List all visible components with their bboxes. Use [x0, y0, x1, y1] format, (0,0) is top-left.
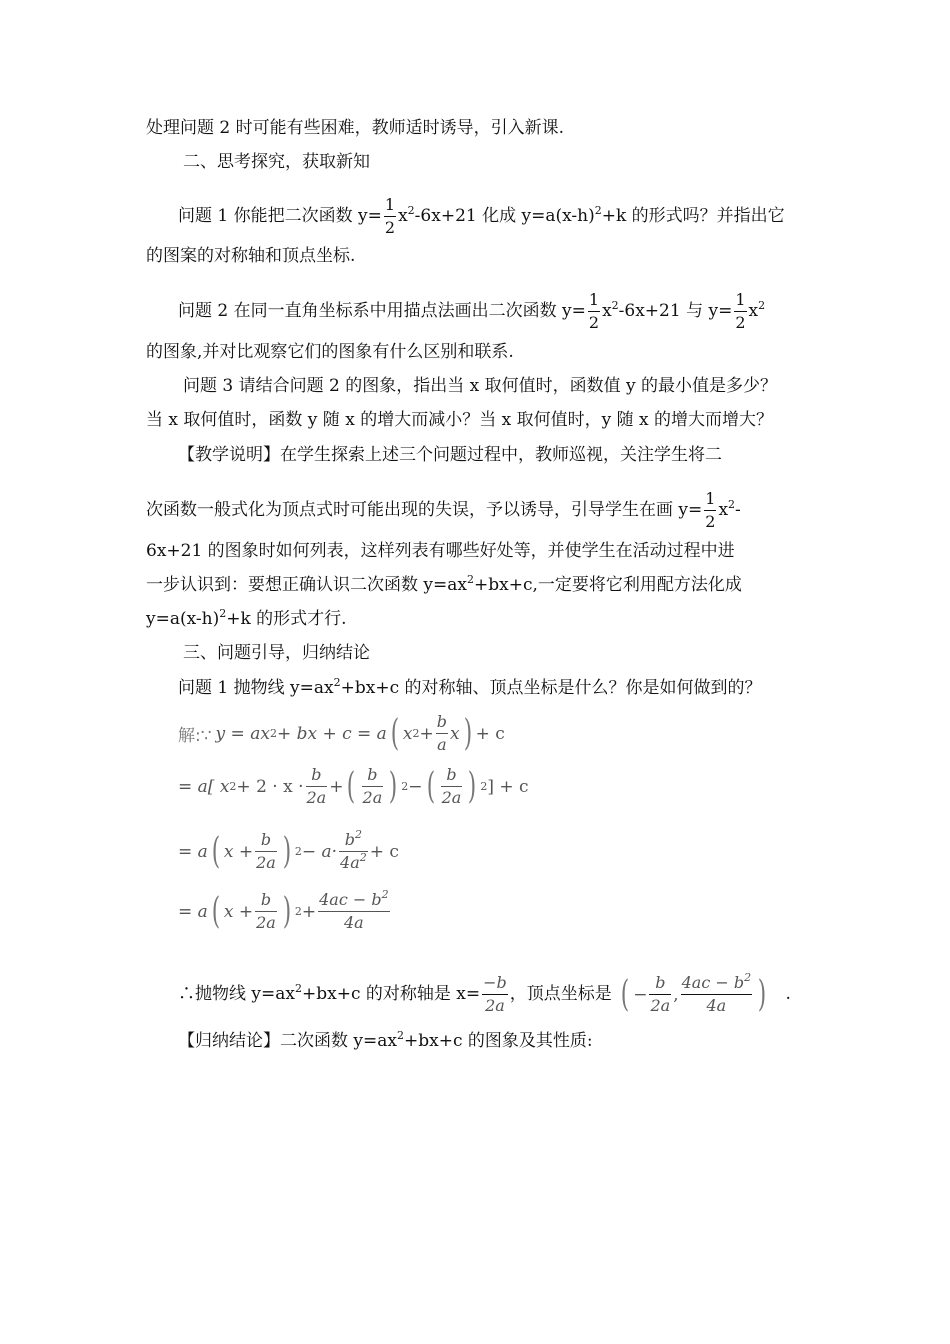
teaching-note-cont: $y=a(x-h)^2+k$ 的形式才行. — [146, 607, 347, 629]
question-1: 问题 1 你能把二次函数 y= $\frac{1}{2}$ $x^2-6x+21$ 化成 $y=a(x-h)^2+k$ 的形式吗？并指出它 — [178, 195, 785, 237]
fraction-half: $\frac{1}{2}$ — [705, 489, 716, 531]
teaching-note: 【教学说明】在学生探索上述三个问题过程中，教师巡视，关注学生将二 — [178, 445, 722, 465]
derivation-line-4: = a ( x + $\frac{b}{2a}$ ) 2 + $\frac{4ac - b^2}{4a}$ — [178, 888, 389, 932]
vertex-coordinate: ( − $\frac{b}{2a}$ , $\frac{4ac - b^2}{4a}$ ) — [620, 971, 767, 1015]
paragraph-intro: 处理问题 2 时可能有些困难，教师适时诱导，引入新课. — [146, 118, 565, 138]
teaching-note-cont: 一步认识到：要想正确认识二次函数 $y=ax^2+bx+c$,一定要将它利用配方法化成 — [146, 573, 742, 595]
derivation-line-3: = a ( x + $\frac{b}{2a}$ ) 2 − a· $\frac{b^2}{4a^2}$ + c — [178, 828, 399, 872]
summary-conclusion: 【归纳结论】二次函数 $y=ax^2+bx+c$ 的图象及其性质: — [178, 1029, 593, 1051]
question-2-cont: 的图象,并对比观察它们的图象有什么区别和联系. — [146, 342, 514, 362]
fraction-half: $\frac{1}{2}$ — [588, 290, 600, 332]
fraction-half: $\frac{1}{2}$ — [384, 195, 396, 237]
question-2: 问题 2 在同一直角坐标系中用描点法画出二次函数 y= $\frac{1}{2}$ $x^2-6x+21$ 与 y= $\frac{1}{2}$ $x^2$ — [178, 290, 766, 332]
question-3-cont: 当 x 取何值时，函数 y 随 x 的增大而减小？当 x 取何值时，y 随 x 的增大而增大？ — [146, 410, 773, 430]
teaching-note-cont: 6x+21 的图象时如何列表，这样列表有哪些好处等，并使学生在活动过程中进 — [146, 541, 735, 561]
section-heading-explore: 二、思考探究，获取新知 — [183, 152, 370, 172]
question-4: 问题 1 抛物线 $y=ax^2+bx+c$ 的对称轴、顶点坐标是什么？你是如何做到的？ — [178, 676, 762, 698]
derivation-line-1: 解:∵ y = ax 2 + bx + c = a ( x 2 + $\frac{b}{a}$ x ) + c — [178, 712, 505, 754]
conclusion: ∴抛物线 $y=ax^2+bx+c$ 的对称轴是 x= $\frac{-b}{2a}$ ，顶点坐标是 ( − $\frac{b}{2a}$ , $\frac{4ac - b^2}{4a}$ ) . — [178, 971, 791, 1015]
derivation-line-2: = a[ x 2 + 2 · x · $\frac{b}{2a}$ + ( $\frac{b}{2a}$ ) 2 − ( $\frac{b}{2a}$ ) 2 ] + c — [178, 765, 529, 807]
section-heading-guide: 三、问题引导，归纳结论 — [183, 643, 370, 663]
question-1-cont: 的图案的对称轴和顶点坐标. — [146, 246, 356, 266]
question-3: 问题 3 请结合问题 2 的图象，指出当 x 取何值时，函数值 y 的最小值是多少？ — [183, 376, 778, 396]
teaching-note-cont: 次函数一般式化为顶点式时可能出现的失误，予以诱导，引导学生在画 y= $\frac{1}{2}$ $x^2-$ — [146, 489, 741, 531]
fraction-half: $\frac{1}{2}$ — [735, 290, 746, 332]
